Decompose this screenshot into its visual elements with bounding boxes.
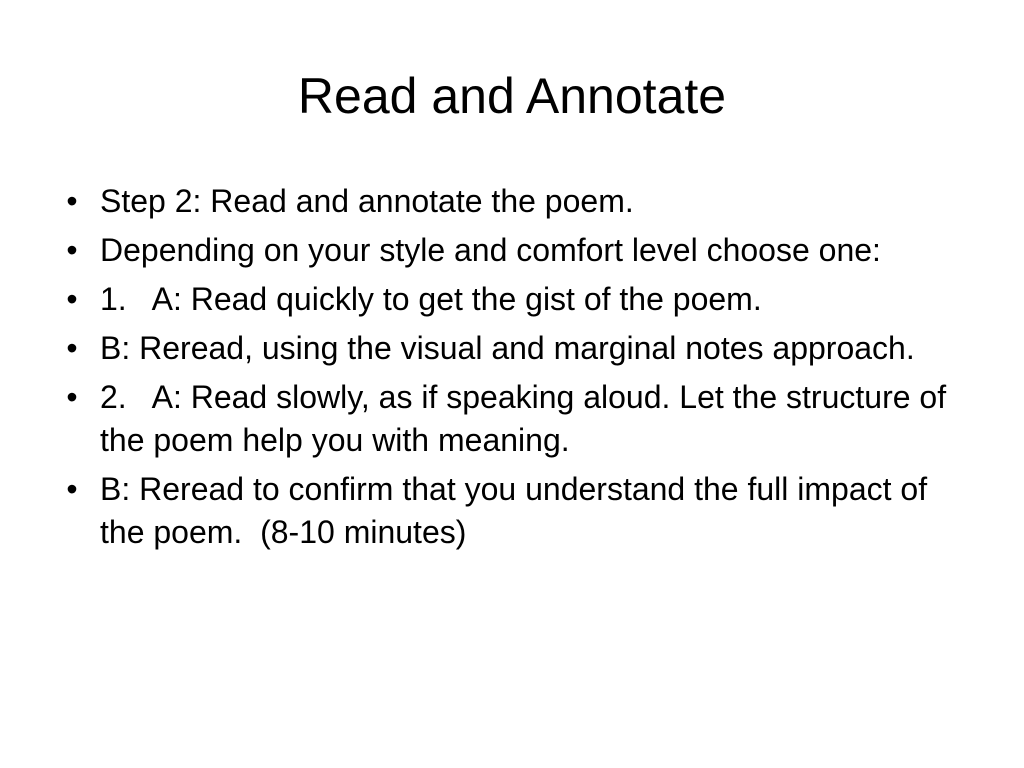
bullet-text: B: Reread to confirm that you understand the full impact of the poem. (8-10 minutes) xyxy=(100,471,936,550)
bullet-icon: • xyxy=(66,471,78,507)
bullet-icon: • xyxy=(66,281,78,317)
bullet-text: 1. A: Read quickly to get the gist of the poem. xyxy=(100,281,762,317)
bullet-text: 2. A: Read slowly, as if speaking aloud. Let the structure of the poem help you with meaning. xyxy=(100,379,955,458)
list-item xyxy=(62,180,962,223)
bullet-icon: • xyxy=(66,330,78,366)
bullet-text: B: Reread, using the visual and marginal notes approach. xyxy=(100,330,915,366)
bullet-text: Step 2: Read and annotate the poem. xyxy=(100,183,634,219)
list-item xyxy=(62,468,962,554)
list-item xyxy=(62,376,962,462)
list-item xyxy=(62,229,962,272)
list-item xyxy=(62,278,962,321)
bullet-icon: • xyxy=(66,379,78,415)
bullet-icon: • xyxy=(66,232,78,268)
bullet-text: Depending on your style and comfort level choose one: xyxy=(100,232,881,268)
bullet-list xyxy=(62,180,962,560)
list-item xyxy=(62,327,962,370)
slide-title: Read and Annotate xyxy=(297,68,727,124)
bullet-icon: • xyxy=(66,183,78,219)
